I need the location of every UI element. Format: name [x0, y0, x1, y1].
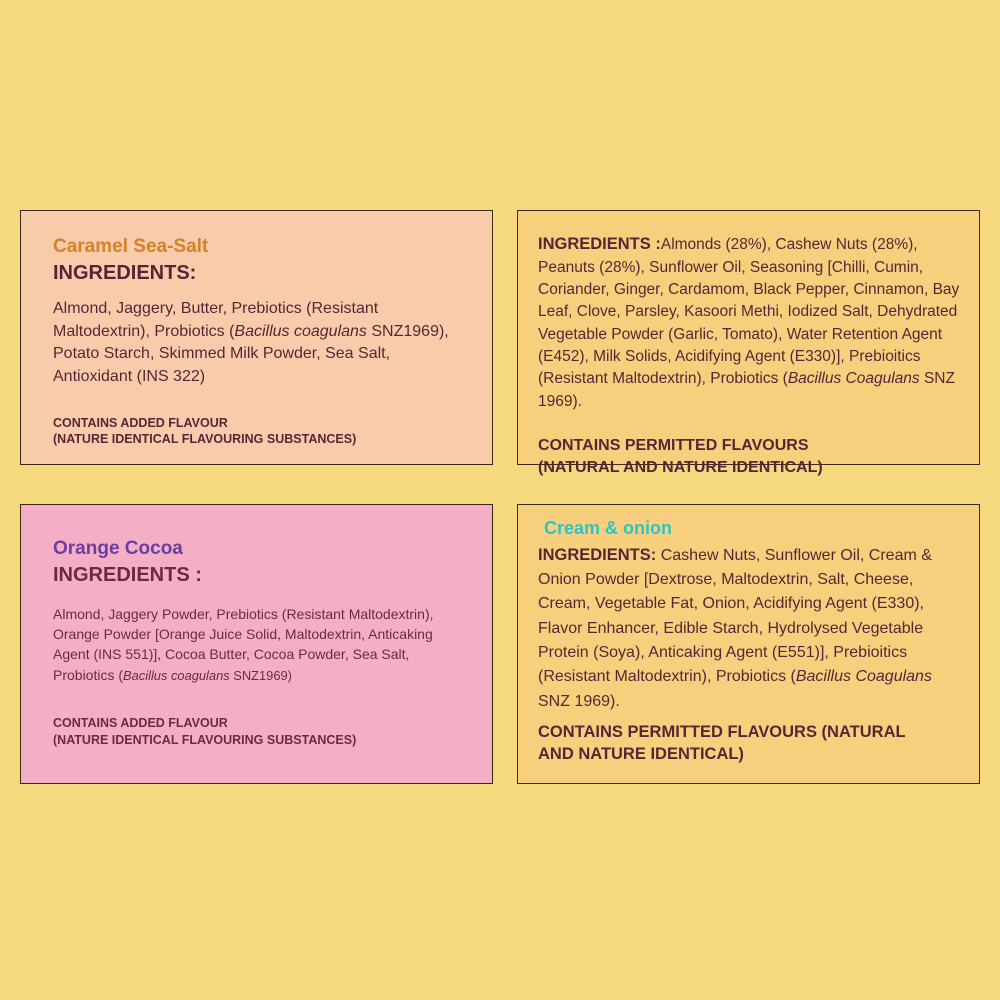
- contains-statement-orange: [53, 715, 464, 748]
- contains-statement-caramel: [53, 415, 464, 448]
- ingredients-body-cream-part1: Cashew Nuts, Sunflower Oil, Cream & Onion Powder [Dextrose, Maltodextrin, Salt, Cheese, Cream, Vegetable Fat, Onion, Acidifying Agent (E330), Flavor Enhancer, Edible Starch, Hydrolysed Vegetable Protein (Soya), Anticaking Agent (E551)], Prebioitics (Resistant Maltodextrin), Probiotics (: [538, 546, 932, 686]
- contains-statement-almond: [538, 435, 965, 478]
- flavor-title-cream-onion: Cream & onion: [544, 518, 673, 538]
- ingredients-panel-almond-mix: [517, 210, 980, 476]
- contains-line-2-cream: AND NATURE IDENTICAL): [538, 744, 744, 763]
- ingredients-body-almond-italic: Bacillus Coagulans: [787, 370, 920, 388]
- ingredients-body-orange-part1: Almond, Jaggery Powder, Prebiotics (Resistant Maltodextrin), Orange Powder [Orange Juice Solid, Maltodextrin, Anticaking Agent (INS 551)], Cocoa Butter, Cocoa Powder, Sea Salt, Probiotics (: [53, 605, 434, 683]
- ingredients-heading-almond: INGREDIENTS: [538, 235, 651, 253]
- ingredients-body-cream-part2: SNZ 1969).: [538, 692, 620, 710]
- ingredients-body-almond-part2: SNZ 1969).: [538, 370, 955, 410]
- ingredients-heading-caramel: INGREDIENTS:: [53, 261, 197, 284]
- ingredients-heading-orange: INGREDIENTS :: [53, 563, 202, 586]
- ingredients-body-almond: [538, 233, 965, 413]
- contains-line-1-caramel: CONTAINS ADDED FLAVOUR: [53, 415, 228, 430]
- contains-line-2-caramel: (NATURE IDENTICAL FLAVOURING SUBSTANCES): [53, 432, 357, 447]
- ingredients-panel-cream-and-onion: [517, 504, 980, 784]
- ingredients-body-orange-part2: SNZ1969): [229, 667, 292, 683]
- ingredients-heading-suffix-almond: :: [650, 235, 661, 253]
- contains-line-1-almond: CONTAINS PERMITTED FLAVOURS: [538, 436, 809, 454]
- contains-line-2-almond: (NATURAL AND NATURE IDENTICAL): [538, 458, 823, 476]
- ingredients-body-caramel-part2: SNZ1969), Potato Starch, Skimmed Milk Powder, Sea Salt, Antioxidant (INS 322): [53, 322, 449, 386]
- ingredients-body-caramel: [53, 298, 464, 389]
- ingredients-panel-caramel-sea-salt: [20, 210, 493, 465]
- contains-statement-cream-onion: [538, 722, 965, 766]
- ingredients-body-cream-onion: [538, 543, 965, 714]
- flavor-title-caramel: Caramel Sea-Salt: [53, 236, 209, 257]
- ingredients-body-almond-part1: Almonds (28%), Cashew Nuts (28%), Peanuts (28%), Sunflower Oil, Seasoning [Chilli, Cumin, Coriander, Ginger, Cardamom, Black Pepper, Cinnamon, Bay Leaf, Clove, Parsley, Kasoori Methi, Iodized Salt, Dehydrated Vegetable Powder (Garlic, Tomato), Water Retention Agent (E452), Milk Solids, Acidifying Agent (E330)], Prebioitics (Resistant Maltodextrin), Probiotics (: [538, 236, 960, 388]
- ingredients-body-caramel-part1: Almond, Jaggery, Butter, Prebiotics (Resistant Maltodextrin), Probiotics (: [53, 299, 379, 340]
- ingredients-panel-orange-cocoa: [20, 504, 493, 784]
- ingredients-body-orange-italic: Bacillus coagulans: [123, 667, 230, 683]
- contains-line-1-orange: CONTAINS ADDED FLAVOUR: [53, 716, 228, 731]
- contains-line-2-orange: (NATURE IDENTICAL FLAVOURING SUBSTANCES): [53, 732, 357, 747]
- ingredients-body-cream-italic: Bacillus Coagulans: [795, 668, 932, 686]
- ingredients-body-caramel-italic: Bacillus coagulans: [234, 322, 367, 340]
- contains-line-1-cream: CONTAINS PERMITTED FLAVOURS (NATURAL: [538, 722, 906, 741]
- ingredients-body-orange: [53, 604, 464, 686]
- ingredients-heading-cream-onion: INGREDIENTS:: [538, 545, 657, 564]
- flavor-title-orange: Orange Cocoa: [53, 538, 183, 559]
